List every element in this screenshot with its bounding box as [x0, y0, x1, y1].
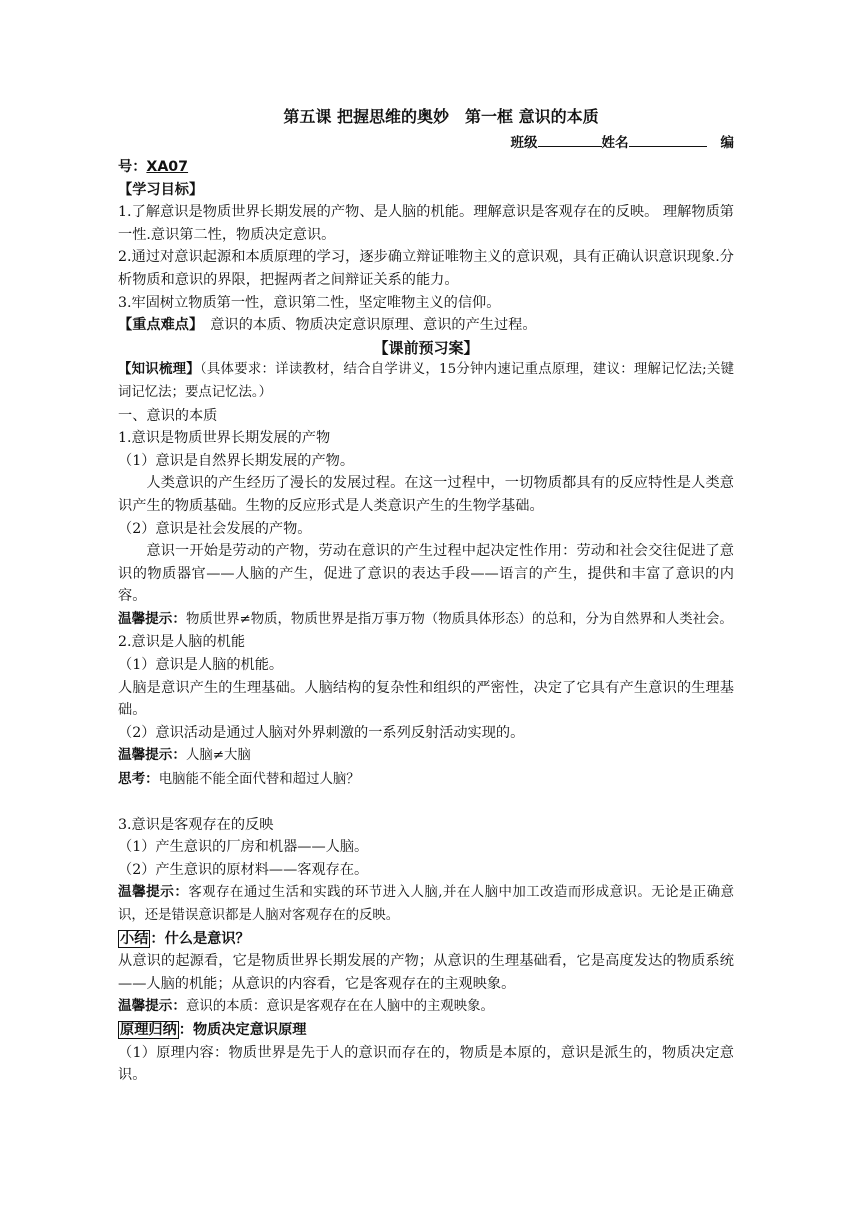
knowledge-text: （具体要求：详读教材，结合自学讲义，15分钟内速记重点原理，建议：理解记忆法;关键词记忆法；要点记忆法。） — [118, 362, 734, 400]
summary-text: 从意识的起源看，它是物质世界长期发展的产物；从意识的生理基础看，它是高度发达的物质系统——人脑的机能；从意识的内容看，它是客观存在的主观映象。 — [118, 953, 734, 992]
point-1-sub-1: （1）意识是自然界长期发展的产物。 — [118, 452, 355, 469]
tip-4-label: 温馨提示： — [118, 998, 186, 1015]
tip-3 — [118, 881, 734, 927]
document-page — [118, 104, 734, 1087]
think-text: 电脑能不能全面代替和超过人脑？ — [158, 772, 360, 788]
class-info-line — [118, 130, 734, 156]
number-value: XA07 — [146, 159, 189, 175]
think-label: 思考： — [118, 771, 159, 788]
summary-question: ：什么是意识？ — [150, 930, 250, 947]
tip-1-label: 温馨提示： — [118, 610, 186, 627]
point-1-sub-1-text: 人类意识的产生经历了漫长的发展过程。在这一过程中，一切物质都具有的反应特性是人类意识产生的物质基础。生物的反应形式是人类意识产生的生物学基础。 — [118, 475, 734, 514]
objectives-heading: 【学习目标】 — [118, 181, 204, 198]
principle-sub-1: （1）原理内容：物质世界是先于人的意识而存在的，物质是本原的，意识是派生的，物质决定意识。 — [118, 1044, 734, 1084]
number-label: 号： — [118, 159, 147, 175]
key-points-text: 意识的本质、物质决定意识原理、意识的产生过程。 — [196, 317, 537, 334]
objective-item-2: 2.通过对意识起源和本质原理的学习，逐步确立辩证唯物主义的意识观，具有正确认识意识现象.分析物质和意识的界限，把握两者之间辩证关系的能力。 — [118, 249, 734, 288]
page-title: 第五课 把握思维的奥妙 第一框 意识的本质 — [283, 107, 599, 126]
name-label: 姓名 — [601, 135, 629, 151]
tip-1-text: 物质世界≠物质，物质世界是指万事万物（物质具体形态）的总和，分为自然界和人类社会。 — [185, 611, 733, 627]
number-line — [118, 156, 734, 179]
tip-4 — [118, 995, 734, 1019]
key-points-line — [118, 314, 734, 337]
answer-space — [118, 792, 734, 814]
principle-box: 原理归纳 — [120, 1021, 177, 1038]
tip-1 — [118, 608, 734, 632]
tip-3-label: 温馨提示： — [118, 884, 189, 901]
section-heading: 一、意识的本质 — [118, 407, 218, 424]
knowledge-heading: 【知识梳理】 — [118, 362, 200, 378]
key-points-heading: 【重点难点】 — [118, 317, 197, 334]
tip-3-text: 客观存在通过生活和实践的环节进入人脑,并在人脑中加工改造而形成意识。无论是正确意识，还是错误意识都是人脑对客观存在的反映。 — [118, 885, 734, 923]
point-1-sub-2: （2）意识是社会发展的产物。 — [118, 520, 312, 537]
tip-2-label: 温馨提示： — [118, 747, 186, 764]
point-2-sub-2: （2）意识活动是通过人脑对外界刺激的一系列反射活动实现的。 — [118, 724, 525, 741]
point-2-sub-1-text: 人脑是意识产生的生理基础。人脑结构的复杂性和组织的严密性，决定了它具有产生意识的生理基础。 — [118, 679, 734, 719]
edit-label: 编 — [720, 135, 734, 151]
knowledge-block — [118, 359, 734, 404]
point-1-sub-2-text: 意识一开始是劳动的产物，劳动在意识的产生过程中起决定性作用：劳动和社会交往促进了意识的物质器官——人脑的产生，促进了意识的表达手段——语言的产生，提供和丰富了意识的内容。 — [118, 543, 734, 605]
point-2-sub-1: （1）意识是人脑的机能。 — [118, 657, 284, 674]
summary-box: 小结 — [120, 930, 149, 947]
class-label: 班级 — [510, 135, 538, 151]
tip-4-text: 意识的本质：意识是客观存在在人脑中的主观映象。 — [185, 999, 494, 1015]
summary-line — [118, 928, 734, 951]
tip-2 — [118, 744, 734, 768]
class-blank — [538, 132, 602, 147]
point-1-title: 1.意识是物质世界长期发展的产物 — [118, 430, 331, 447]
think-question — [118, 768, 734, 792]
objective-item-1: 1.了解意识是物质世界长期发展的产物、是人脑的机能。理解意识是客观存在的反映。 理解物质第一性.意识第二性，物质决定意识。 — [118, 204, 734, 243]
principle-line — [118, 1019, 734, 1042]
principle-title: ：物质决定意识原理 — [178, 1021, 307, 1038]
point-3-sub-1: （1）产生意识的厂房和机器——人脑。 — [118, 839, 369, 856]
name-blank — [629, 132, 707, 147]
point-2-title: 2.意识是人脑的机能 — [118, 634, 246, 651]
tip-2-text: 人脑≠大脑 — [185, 748, 251, 764]
objective-item-3: 3.牢固树立物质第一性，意识第二性，坚定唯物主义的信仰。 — [118, 294, 501, 311]
preview-heading: 【课前预习案】 — [373, 338, 479, 357]
point-3-sub-2: （2）产生意识的原材料——客观存在。 — [118, 861, 369, 878]
point-3-title: 3.意识是客观存在的反映 — [118, 816, 274, 833]
